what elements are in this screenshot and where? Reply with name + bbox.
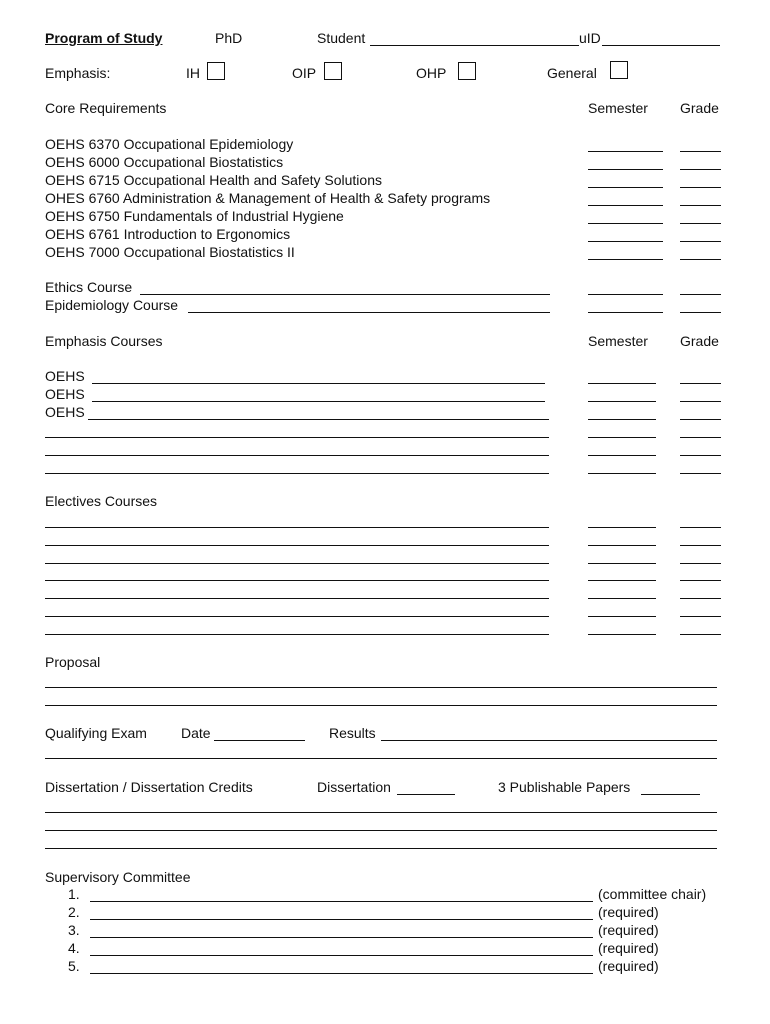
emphasis-grade-field[interactable] bbox=[680, 401, 721, 402]
core-semester-header: Semester bbox=[588, 100, 648, 116]
elective-grade-field[interactable] bbox=[680, 527, 721, 528]
committee-heading: Supervisory Committee bbox=[45, 869, 191, 885]
emphasis-ohp-checkbox[interactable] bbox=[458, 62, 476, 80]
committee-member-role: (required) bbox=[598, 940, 659, 956]
emphasis-option-oip-label: OIP bbox=[292, 65, 317, 81]
electives-heading: Electives Courses bbox=[45, 493, 158, 509]
core-grade-field[interactable] bbox=[680, 205, 721, 206]
core-semester-field[interactable] bbox=[588, 187, 663, 188]
dissertation-field[interactable] bbox=[397, 794, 455, 795]
elective-semester-field[interactable] bbox=[588, 545, 656, 546]
uid-field[interactable] bbox=[602, 45, 720, 46]
emphasis-course-prefix: OEHS bbox=[45, 368, 85, 384]
emphasis-course-field[interactable] bbox=[45, 455, 549, 456]
qualifying-date-field[interactable] bbox=[214, 740, 305, 741]
dissertation-notes-field[interactable] bbox=[45, 812, 717, 813]
core-course: OEHS 6761 Introduction to Ergonomics bbox=[45, 226, 291, 242]
ethics-semester-field[interactable] bbox=[588, 294, 663, 295]
emphasis-semester-field[interactable] bbox=[588, 455, 656, 456]
committee-member-number: 2. bbox=[68, 904, 80, 920]
core-grade-field[interactable] bbox=[680, 259, 721, 260]
emphasis-grade-field[interactable] bbox=[680, 437, 721, 438]
emphasis-semester-field[interactable] bbox=[588, 401, 656, 402]
core-grade-field[interactable] bbox=[680, 169, 721, 170]
emphasis-semester-field[interactable] bbox=[588, 437, 656, 438]
emphasis-semester-header: Semester bbox=[588, 333, 648, 349]
emphasis-ih-checkbox[interactable] bbox=[207, 62, 225, 80]
proposal-field[interactable] bbox=[45, 705, 717, 706]
elective-course-field[interactable] bbox=[45, 598, 549, 599]
student-label: Student bbox=[317, 30, 366, 46]
emphasis-course-prefix: OEHS bbox=[45, 404, 85, 420]
committee-member-field[interactable] bbox=[90, 955, 593, 956]
degree-label: PhD bbox=[215, 30, 243, 46]
qualifying-results-label: Results bbox=[329, 725, 376, 741]
emphasis-option-ohp-label: OHP bbox=[416, 65, 447, 81]
core-semester-field[interactable] bbox=[588, 241, 663, 242]
core-course: OEHS 7000 Occupational Biostatistics II bbox=[45, 244, 295, 260]
core-course: OEHS 6715 Occupational Health and Safety Solutions bbox=[45, 172, 382, 188]
emphasis-grade-field[interactable] bbox=[680, 419, 721, 420]
core-grade-field[interactable] bbox=[680, 151, 721, 152]
committee-member-number: 3. bbox=[68, 922, 80, 938]
emphasis-course-field[interactable] bbox=[88, 419, 549, 420]
core-course: OEHS 6000 Occupational Biostatistics bbox=[45, 154, 284, 170]
core-semester-field[interactable] bbox=[588, 205, 663, 206]
qualifying-exam-label: Qualifying Exam bbox=[45, 725, 147, 741]
qualifying-results-field[interactable] bbox=[381, 740, 717, 741]
elective-grade-field[interactable] bbox=[680, 598, 721, 599]
ethics-course-field[interactable] bbox=[140, 294, 550, 295]
epidemiology-grade-field[interactable] bbox=[680, 312, 721, 313]
elective-semester-field[interactable] bbox=[588, 563, 656, 564]
core-course: OEHS 6370 Occupational Epidemiology bbox=[45, 136, 294, 152]
core-course: OEHS 6750 Fundamentals of Industrial Hygiene bbox=[45, 208, 344, 224]
committee-member-field[interactable] bbox=[90, 973, 593, 974]
form-title: Program of Study bbox=[45, 30, 163, 46]
uid-label: uID bbox=[579, 30, 601, 46]
dissertation-notes-field[interactable] bbox=[45, 848, 717, 849]
core-semester-field[interactable] bbox=[588, 259, 663, 260]
elective-course-field[interactable] bbox=[45, 545, 549, 546]
elective-semester-field[interactable] bbox=[588, 527, 656, 528]
core-semester-field[interactable] bbox=[588, 223, 663, 224]
ethics-grade-field[interactable] bbox=[680, 294, 721, 295]
emphasis-course-field[interactable] bbox=[45, 437, 549, 438]
qualifying-notes-field[interactable] bbox=[45, 758, 717, 759]
elective-semester-field[interactable] bbox=[588, 616, 656, 617]
committee-member-field[interactable] bbox=[90, 901, 593, 902]
committee-member-role: (required) bbox=[598, 958, 659, 974]
elective-grade-field[interactable] bbox=[680, 580, 721, 581]
proposal-label: Proposal bbox=[45, 654, 101, 670]
emphasis-course-field[interactable] bbox=[92, 401, 545, 402]
emphasis-general-checkbox[interactable] bbox=[610, 61, 628, 79]
elective-grade-field[interactable] bbox=[680, 545, 721, 546]
core-grade-field[interactable] bbox=[680, 223, 721, 224]
emphasis-semester-field[interactable] bbox=[588, 419, 656, 420]
committee-member-role: (required) bbox=[598, 922, 659, 938]
committee-member-role: (required) bbox=[598, 904, 659, 920]
emphasis-semester-field[interactable] bbox=[588, 383, 656, 384]
epidemiology-course-label: Epidemiology Course bbox=[45, 297, 179, 313]
core-grade-field[interactable] bbox=[680, 187, 721, 188]
elective-semester-field[interactable] bbox=[588, 634, 656, 635]
emphasis-oip-checkbox[interactable] bbox=[324, 62, 342, 80]
dissertation-label: Dissertation bbox=[317, 779, 391, 795]
elective-course-field[interactable] bbox=[45, 580, 549, 581]
proposal-field[interactable] bbox=[45, 687, 717, 688]
elective-grade-field[interactable] bbox=[680, 563, 721, 564]
elective-grade-field[interactable] bbox=[680, 616, 721, 617]
elective-course-field[interactable] bbox=[45, 616, 549, 617]
elective-grade-field[interactable] bbox=[680, 634, 721, 635]
elective-semester-field[interactable] bbox=[588, 598, 656, 599]
committee-member-number: 5. bbox=[68, 958, 80, 974]
dissertation-notes-field[interactable] bbox=[45, 830, 717, 831]
committee-member-field[interactable] bbox=[90, 937, 593, 938]
elective-course-field[interactable] bbox=[45, 527, 549, 528]
emphasis-grade-field[interactable] bbox=[680, 383, 721, 384]
emphasis-grade-field[interactable] bbox=[680, 473, 721, 474]
elective-course-field[interactable] bbox=[45, 563, 549, 564]
emphasis-option-ih-label: IH bbox=[186, 65, 200, 81]
emphasis-course-field[interactable] bbox=[45, 473, 549, 474]
emphasis-option-general-label: General bbox=[547, 65, 597, 81]
committee-member-number: 1. bbox=[68, 886, 80, 902]
committee-member-role: (committee chair) bbox=[598, 886, 707, 902]
ethics-course-label: Ethics Course bbox=[45, 279, 133, 295]
elective-semester-field[interactable] bbox=[588, 580, 656, 581]
core-course: OHES 6760 Administration & Management of Health & Safety programs bbox=[45, 190, 491, 206]
emphasis-grade-header: Grade bbox=[680, 333, 719, 349]
elective-course-field[interactable] bbox=[45, 634, 549, 635]
emphasis-semester-field[interactable] bbox=[588, 473, 656, 474]
emphasis-grade-field[interactable] bbox=[680, 455, 721, 456]
core-semester-field[interactable] bbox=[588, 169, 663, 170]
epidemiology-semester-field[interactable] bbox=[588, 312, 663, 313]
committee-member-number: 4. bbox=[68, 940, 80, 956]
core-semester-field[interactable] bbox=[588, 151, 663, 152]
publishable-papers-label: 3 Publishable Papers bbox=[498, 779, 631, 795]
emphasis-course-field[interactable] bbox=[92, 383, 545, 384]
committee-member-field[interactable] bbox=[90, 919, 593, 920]
emphasis-course-prefix: OEHS bbox=[45, 386, 85, 402]
core-grade-header: Grade bbox=[680, 100, 719, 116]
dissertation-credits-label: Dissertation / Dissertation Credits bbox=[45, 779, 253, 795]
qualifying-date-label: Date bbox=[181, 725, 211, 741]
core-heading: Core Requirements bbox=[45, 100, 167, 116]
core-grade-field[interactable] bbox=[680, 241, 721, 242]
publishable-papers-field[interactable] bbox=[641, 794, 700, 795]
student-name-field[interactable] bbox=[370, 45, 579, 46]
emphasis-courses-heading: Emphasis Courses bbox=[45, 333, 163, 349]
emphasis-label: Emphasis: bbox=[45, 65, 111, 81]
epidemiology-course-field[interactable] bbox=[188, 312, 550, 313]
